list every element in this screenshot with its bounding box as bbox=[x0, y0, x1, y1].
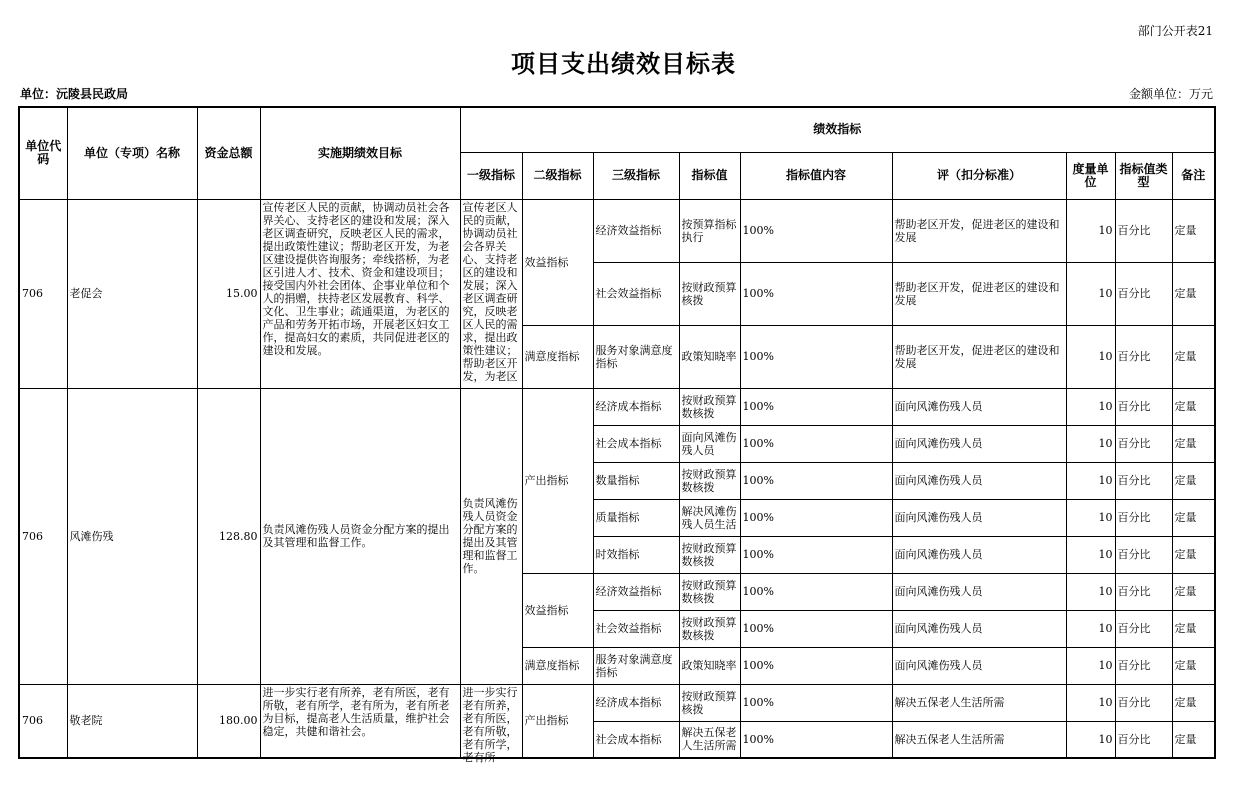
indicator-value: 按财政预算数核拨 bbox=[679, 536, 740, 573]
level2-indicator: 满意度指标 bbox=[522, 325, 593, 388]
unit-label: 单位：沅陵县民政局 bbox=[20, 87, 129, 101]
indicator-content: 100% bbox=[740, 610, 892, 647]
scoring-criteria: 面向风滩伤残人员 bbox=[892, 425, 1066, 462]
col-type: 指标值类型 bbox=[1115, 152, 1172, 199]
col-unit: 度量单位 bbox=[1066, 152, 1115, 199]
project-goal-text: 负责风滩伤残人员资金分配方案的提出及其管理和监督工作。 bbox=[262, 523, 450, 549]
level3-indicator: 社会效益指标 bbox=[593, 610, 679, 647]
project-goal-text: 进一步实行老有所养，老有所医，老有所敬，老有所学，老有所为，老有所老为目标，提高老人生活质量，维护社会稳定，共健和谐社会。 bbox=[262, 685, 450, 738]
indicator-value: 按财政预算数核拨 bbox=[679, 573, 740, 610]
measure-unit: 10 bbox=[1066, 647, 1115, 684]
level1-indicator bbox=[460, 199, 522, 388]
scoring-criteria: 面向风滩伤残人员 bbox=[892, 388, 1066, 425]
indicator-content: 100% bbox=[740, 647, 892, 684]
level1-indicator-text: 负责风滩伤残人员资金分配方案的提出及其管理和监督工作。 bbox=[462, 497, 518, 575]
indicator-value: 政策知晓率 bbox=[679, 325, 740, 388]
measure-unit: 10 bbox=[1066, 536, 1115, 573]
scoring-criteria: 面向风滩伤残人员 bbox=[892, 499, 1066, 536]
level1-indicator bbox=[460, 684, 522, 764]
measure-unit: 10 bbox=[1066, 388, 1115, 425]
indicator-content: 100% bbox=[740, 388, 892, 425]
col-l2: 二级指标 bbox=[522, 152, 593, 199]
indicator-value: 解决五保老人生活所需 bbox=[679, 721, 740, 758]
indicator-content: 100% bbox=[740, 262, 892, 325]
level1-indicator-text: 进一步实行老有所养，老有所医，老有所敬，老有所学，老有所 bbox=[462, 685, 518, 764]
indicator-value: 面向风滩伤残人员 bbox=[679, 425, 740, 462]
indicator-content: 100% bbox=[740, 325, 892, 388]
project-goal-text: 宣传老区人民的贡献，协调动员社会各界关心、支持老区的建设和发展；深入老区调查研究，反映老区人民的需求，提出政策性建议；帮助老区开发，为老区建设提供咨询服务；牵线搭桥，为老区引进人才、技术、资金和建设项目；接受国内外社会团体、企事业单位和个人的捐赠，扶持老区发展教育、科学、文化、卫生事业；疏通渠道，为老区的产品和劳务开拓市场，开展老区妇女工作，提高妇女的素质，共同促进老区的建设和发展。 bbox=[262, 200, 450, 357]
project-total: 180.00 bbox=[197, 684, 260, 758]
project-goal bbox=[260, 199, 460, 388]
col-value: 指标值 bbox=[679, 152, 740, 199]
project-goal bbox=[260, 388, 460, 684]
level3-indicator: 经济成本指标 bbox=[593, 388, 679, 425]
col-goal: 实施期绩效目标 bbox=[260, 107, 460, 199]
measure-unit: 10 bbox=[1066, 199, 1115, 262]
project-name: 敬老院 bbox=[67, 684, 197, 758]
level3-indicator: 质量指标 bbox=[593, 499, 679, 536]
level3-indicator: 经济效益指标 bbox=[593, 573, 679, 610]
value-type: 百分比 bbox=[1115, 388, 1172, 425]
value-type: 百分比 bbox=[1115, 499, 1172, 536]
value-type: 百分比 bbox=[1115, 610, 1172, 647]
indicator-content: 100% bbox=[740, 573, 892, 610]
form-number: 部门公开表21 bbox=[1137, 24, 1213, 38]
measure-unit: 10 bbox=[1066, 610, 1115, 647]
col-indicators: 绩效指标 bbox=[460, 107, 1215, 152]
indicator-content: 100% bbox=[740, 684, 892, 721]
level3-indicator: 服务对象满意度指标 bbox=[593, 325, 679, 388]
indicator-value: 按财政预算核拨 bbox=[679, 684, 740, 721]
measure-unit: 10 bbox=[1066, 425, 1115, 462]
level2-indicator: 效益指标 bbox=[522, 573, 593, 647]
page-title: 项目支出绩效目标表 bbox=[511, 50, 736, 78]
remark: 定量 bbox=[1172, 610, 1215, 647]
scoring-criteria: 帮助老区开发，促进老区的建设和发展 bbox=[892, 262, 1066, 325]
value-type: 百分比 bbox=[1115, 647, 1172, 684]
level2-indicator: 满意度指标 bbox=[522, 647, 593, 684]
level2-indicator: 产出指标 bbox=[522, 684, 593, 758]
scoring-criteria: 面向风滩伤残人员 bbox=[892, 647, 1066, 684]
remark: 定量 bbox=[1172, 262, 1215, 325]
project-total: 15.00 bbox=[197, 199, 260, 388]
level3-indicator: 服务对象满意度指标 bbox=[593, 647, 679, 684]
remark: 定量 bbox=[1172, 325, 1215, 388]
scoring-criteria: 面向风滩伤残人员 bbox=[892, 462, 1066, 499]
indicator-value: 按财政预算核拨 bbox=[679, 262, 740, 325]
measure-unit: 10 bbox=[1066, 573, 1115, 610]
value-type: 百分比 bbox=[1115, 721, 1172, 758]
col-name: 单位（专项）名称 bbox=[67, 107, 197, 199]
scoring-criteria: 帮助老区开发，促进老区的建设和发展 bbox=[892, 325, 1066, 388]
remark: 定量 bbox=[1172, 499, 1215, 536]
unit-code: 706 bbox=[19, 388, 67, 684]
remark: 定量 bbox=[1172, 721, 1215, 758]
indicator-value: 按预算指标执行 bbox=[679, 199, 740, 262]
level3-indicator: 社会成本指标 bbox=[593, 721, 679, 758]
value-type: 百分比 bbox=[1115, 425, 1172, 462]
indicator-content: 100% bbox=[740, 199, 892, 262]
indicator-content: 100% bbox=[740, 536, 892, 573]
measure-unit: 10 bbox=[1066, 499, 1115, 536]
indicator-content: 100% bbox=[740, 425, 892, 462]
indicator-value: 政策知晓率 bbox=[679, 647, 740, 684]
value-type: 百分比 bbox=[1115, 573, 1172, 610]
indicator-value: 解决风滩伤残人员生活 bbox=[679, 499, 740, 536]
table-body bbox=[19, 199, 1215, 764]
col-remark: 备注 bbox=[1172, 152, 1215, 199]
col-l1: 一级指标 bbox=[460, 152, 522, 199]
indicator-content: 100% bbox=[740, 499, 892, 536]
remark: 定量 bbox=[1172, 388, 1215, 425]
value-type: 百分比 bbox=[1115, 462, 1172, 499]
value-type: 百分比 bbox=[1115, 536, 1172, 573]
level3-indicator: 经济效益指标 bbox=[593, 199, 679, 262]
measure-unit: 10 bbox=[1066, 262, 1115, 325]
measure-unit: 10 bbox=[1066, 684, 1115, 721]
value-type: 百分比 bbox=[1115, 684, 1172, 721]
remark: 定量 bbox=[1172, 684, 1215, 721]
indicator-content: 100% bbox=[740, 462, 892, 499]
level3-indicator: 时效指标 bbox=[593, 536, 679, 573]
col-content: 指标值内容 bbox=[740, 152, 892, 199]
performance-table bbox=[18, 106, 1216, 764]
remark: 定量 bbox=[1172, 462, 1215, 499]
value-type: 百分比 bbox=[1115, 262, 1172, 325]
unit-code: 706 bbox=[19, 199, 67, 388]
scoring-criteria: 解决五保老人生活所需 bbox=[892, 684, 1066, 721]
col-total: 资金总额 bbox=[197, 107, 260, 199]
remark: 定量 bbox=[1172, 573, 1215, 610]
remark: 定量 bbox=[1172, 425, 1215, 462]
value-type: 百分比 bbox=[1115, 199, 1172, 262]
col-criteria: 评（扣分标准） bbox=[892, 152, 1066, 199]
level3-indicator: 数量指标 bbox=[593, 462, 679, 499]
unit-code: 706 bbox=[19, 684, 67, 758]
level2-indicator: 效益指标 bbox=[522, 199, 593, 325]
amount-unit-label: 金额单位：万元 bbox=[1128, 87, 1213, 101]
level1-indicator bbox=[460, 388, 522, 684]
table-row bbox=[19, 199, 1215, 262]
scoring-criteria: 面向风滩伤残人员 bbox=[892, 610, 1066, 647]
table-row bbox=[19, 388, 1215, 425]
indicator-value: 按财政预算数核拨 bbox=[679, 388, 740, 425]
measure-unit: 10 bbox=[1066, 325, 1115, 388]
level3-indicator: 社会效益指标 bbox=[593, 262, 679, 325]
scoring-criteria: 帮助老区开发，促进老区的建设和发展 bbox=[892, 199, 1066, 262]
indicator-value: 按财政预算数核拨 bbox=[679, 462, 740, 499]
project-name: 风滩伤残 bbox=[67, 388, 197, 684]
scoring-criteria: 面向风滩伤残人员 bbox=[892, 536, 1066, 573]
measure-unit: 10 bbox=[1066, 721, 1115, 758]
remark: 定量 bbox=[1172, 199, 1215, 262]
remark: 定量 bbox=[1172, 647, 1215, 684]
measure-unit: 10 bbox=[1066, 462, 1115, 499]
project-total: 128.80 bbox=[197, 388, 260, 684]
remark: 定量 bbox=[1172, 536, 1215, 573]
project-goal bbox=[260, 684, 460, 758]
value-type: 百分比 bbox=[1115, 325, 1172, 388]
level3-indicator: 经济成本指标 bbox=[593, 684, 679, 721]
level3-indicator: 社会成本指标 bbox=[593, 425, 679, 462]
indicator-content: 100% bbox=[740, 721, 892, 758]
level1-indicator-text: 宣传老区人民的贡献，协调动员社会各界关心、支持老区的建设和发展；深入老区调查研究，反映老区人民的需求，提出政策性建议；帮助老区开发，为老区 bbox=[462, 200, 518, 383]
col-l3: 三级指标 bbox=[593, 152, 679, 199]
col-code: 单位代码 bbox=[19, 107, 67, 199]
level2-indicator: 产出指标 bbox=[522, 388, 593, 573]
project-name: 老促会 bbox=[67, 199, 197, 388]
scoring-criteria: 解决五保老人生活所需 bbox=[892, 721, 1066, 758]
table-row bbox=[19, 684, 1215, 721]
scoring-criteria: 面向风滩伤残人员 bbox=[892, 573, 1066, 610]
indicator-value: 按财政预算数核拨 bbox=[679, 610, 740, 647]
